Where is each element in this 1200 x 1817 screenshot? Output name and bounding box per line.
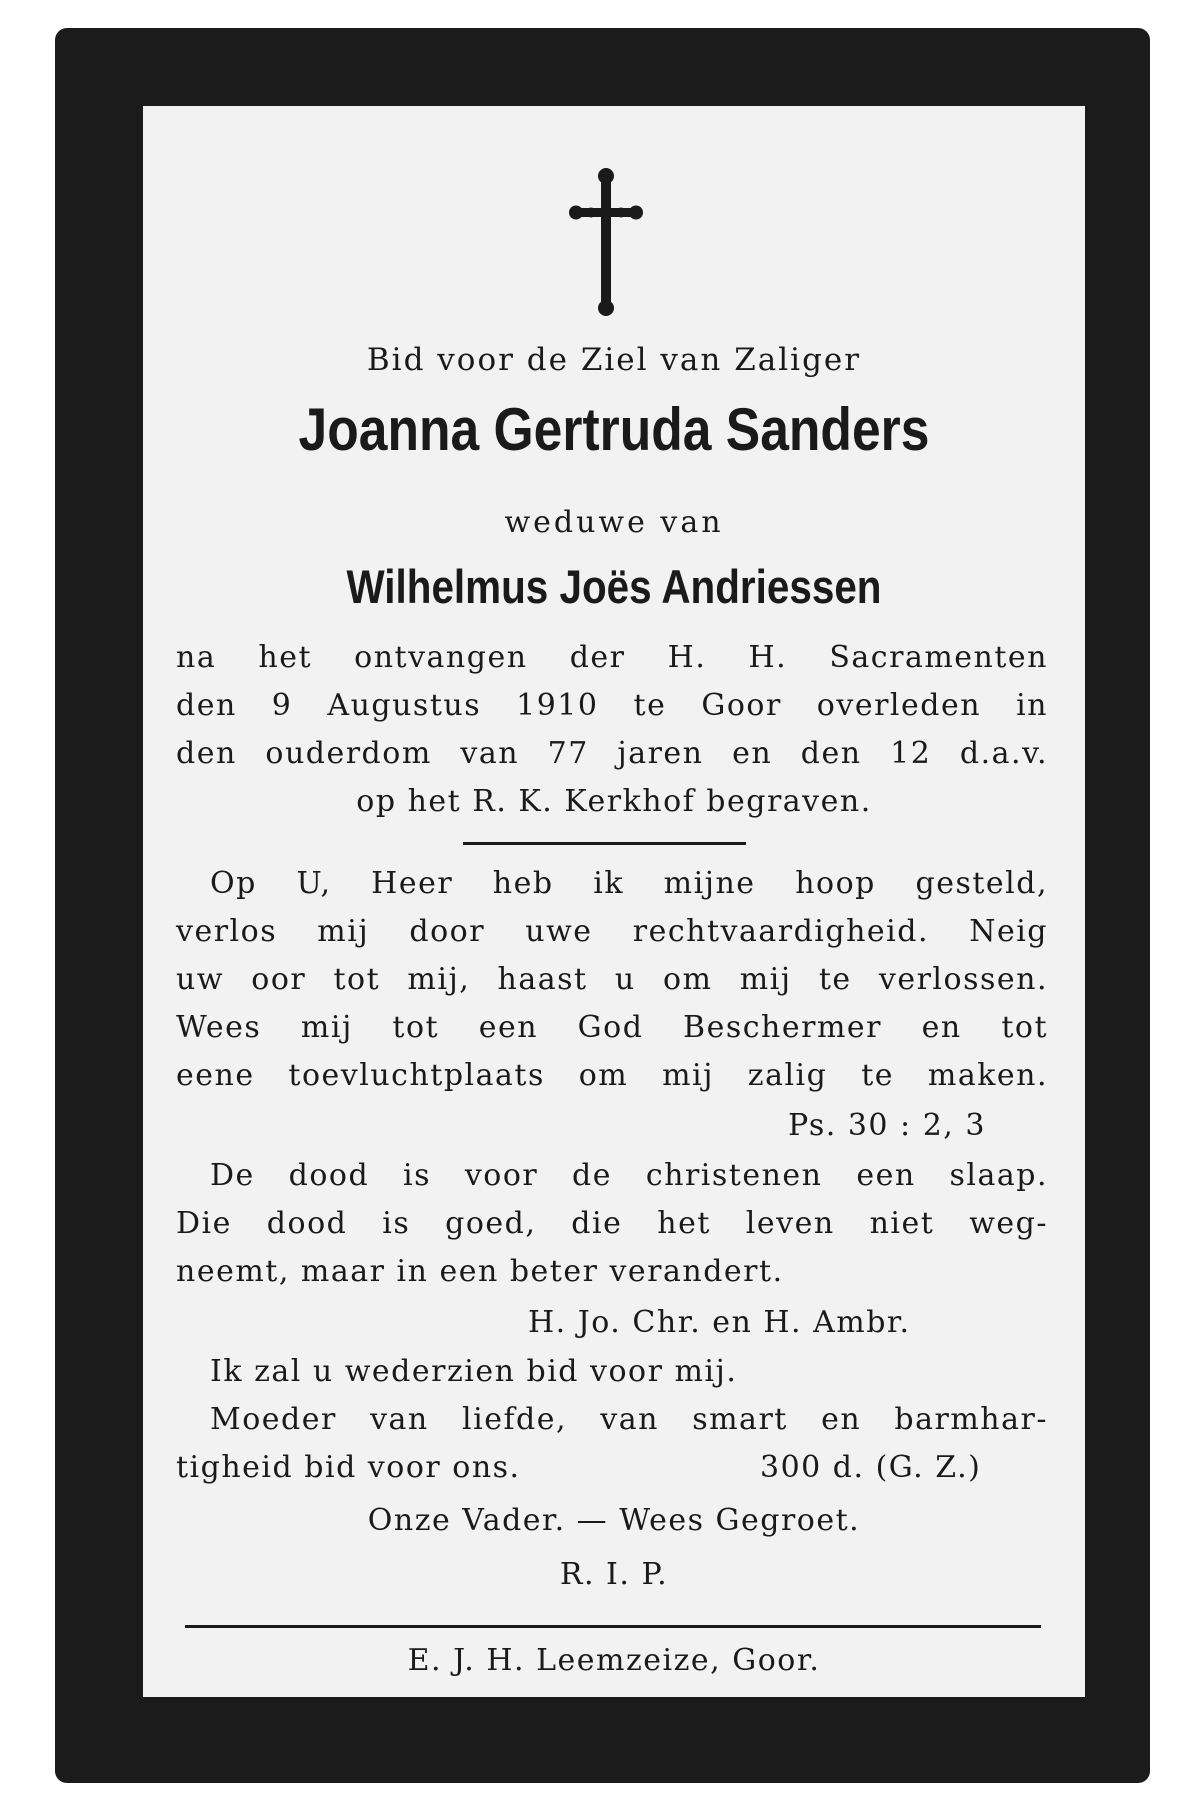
sleep-line-3: neemt, maar in een beter verandert.: [176, 1254, 784, 1289]
mother-prayer-line-2: tigheid bid voor ons.: [176, 1450, 521, 1485]
farewell-text: Ik zal u wederzien bid voor mij.: [210, 1354, 738, 1389]
divider-short: [463, 842, 746, 845]
intro-text: Bid voor de Ziel van Zaliger: [366, 342, 862, 378]
indulgence-text: 300 d. (G. Z.): [760, 1450, 982, 1485]
psalm-line-1: Op U, Heer heb ik mijne hoop gesteld,: [210, 866, 1048, 901]
rip-text: R. I. P.: [559, 1557, 669, 1592]
psalm-line-3: uw oor tot mij, haast u om mij te verlossen.: [176, 962, 1048, 997]
death-notice-line-3: den ouderdom van 77 jaren en den 12 d.a.v.: [176, 736, 1048, 771]
husband-name: Wilhelmus Joës Andriessen: [346, 560, 882, 613]
sleep-line-2: Die dood is goed, die het leven niet weg-: [176, 1206, 1048, 1241]
psalm-line-4: Wees mij tot een God Beschermer en tot: [176, 1010, 1048, 1045]
widow-of-text: weduwe van: [504, 505, 724, 540]
divider-long: [185, 1625, 1041, 1628]
deceased-name: Joanna Gertruda Sanders: [298, 396, 930, 463]
psalm-line-2: verlos mij door uwe rechtvaardigheid. Neig: [176, 914, 1048, 949]
death-notice-line-1: na het ontvangen der H. H. Sacramenten: [176, 640, 1048, 675]
psalm-line-5: eene toevluchtplaats om mij zalig te maken.: [176, 1058, 1048, 1093]
cross-icon: [569, 168, 643, 318]
death-notice-line-4: op het R. K. Kerkhof begraven.: [356, 784, 872, 819]
mother-prayer-line-1: Moeder van liefde, van smart en barmhar-: [210, 1402, 1048, 1437]
printer-credit: E. J. H. Leemzeize, Goor.: [407, 1643, 821, 1678]
sleep-reference: H. Jo. Chr. en H. Ambr.: [528, 1305, 911, 1340]
sleep-line-1: De dood is voor de christenen een slaap.: [210, 1158, 1048, 1193]
death-notice-line-2: den 9 Augustus 1910 te Goor overleden in: [176, 688, 1048, 723]
psalm-reference: Ps. 30 : 2, 3: [788, 1108, 986, 1143]
prayers-text: Onze Vader. — Wees Gegroet.: [367, 1503, 861, 1538]
